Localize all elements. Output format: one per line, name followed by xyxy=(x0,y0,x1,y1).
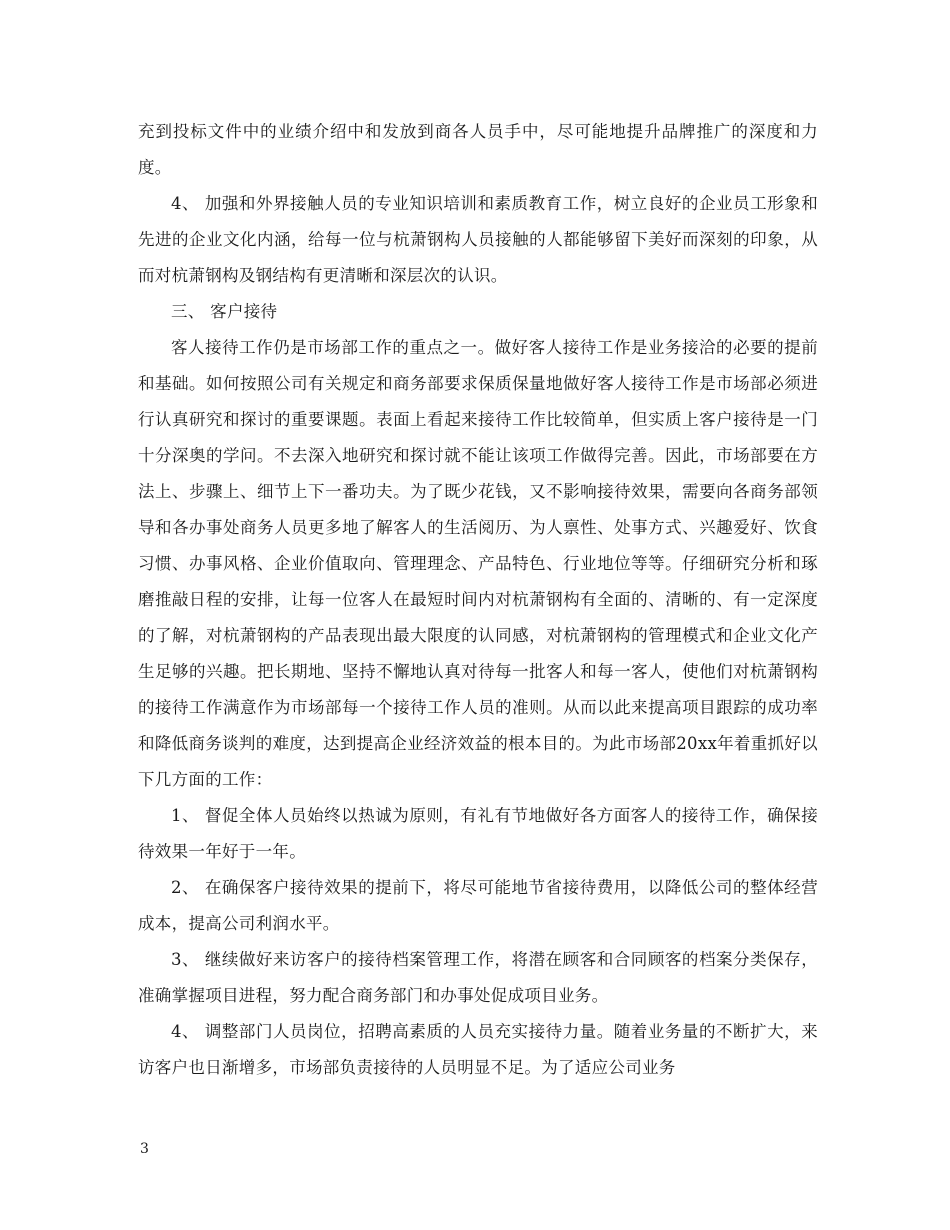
paragraph-item-2: 2、 在确保客户接待效果的提前下，将尽可能地节省接待费用，以降低公司的整体经营成本，提高公司利润水平。 xyxy=(138,878,818,933)
section-heading-customer-reception: 三、 客户接待 xyxy=(171,302,278,321)
paragraph-continuation: 充到投标文件中的业绩介绍中和发放到商各人员手中，尽可能地提升品牌推广的深度和力度。 xyxy=(138,122,818,177)
paragraph-item-4-training: 4、 加强和外界接触人员的专业知识培训和素质教育工作，树立良好的企业员工形象和先进的企业文化内涵，给每一位与杭萧钢构人员接触的人都能够留下美好而深刻的印象，从而对杭萧钢构及钢结构有更清晰和深层次的认识。 xyxy=(138,194,818,285)
paragraph-item-3: 3、 继续做好来访客户的接待档案管理工作，将潜在顾客和合同顾客的档案分类保存，准确掌握项目进程，努力配合商务部门和办事处促成项目业务。 xyxy=(138,950,818,1005)
paragraph-item-1: 1、 督促全体人员始终以热诚为原则，有礼有节地做好各方面客人的接待工作，确保接待效果一年好于一年。 xyxy=(138,806,818,861)
paragraph-reception-overview: 客人接待工作仍是市场部工作的重点之一。做好客人接待工作是业务接洽的必要的提前和基础。如何按照公司有关规定和商务部要求保质保量地做好客人接待工作是市场部必须进行认真研究和探讨的重要课题。表面上看起来接待工作比较简单，但实质上客户接待是一门十分深奥的学问。不去深入地研究和探讨就不能让该项工作做得完善。因此，市场部要在方法上、步骤上、细节上下一番功夫。为了既少花钱，又不影响接待效果，需要向各商务部领导和各办事处商务人员更多地了解客人的生活阅历、为人禀性、处事方式、兴趣爱好、饮食习惯、办事风格、企业价值取向、管理理念、产品特色、行业地位等等。仔细研究分析和琢磨推敲日程的安排，让每一位客人在最短时间内对杭萧钢构有全面的、清晰的、有一定深度的了解，对杭萧钢构的产品表现出最大限度的认同感，对杭萧钢构的管理模式和企业文化产生足够的兴趣。把长期地、坚持不懈地认真对待每一批客人和每一客人，使他们对杭萧钢构的接待工作满意作为市场部每一个接待工作人员的准则。从而以此来提高项目跟踪的成功率和降低商务谈判的难度，达到提高企业经济效益的根本目的。为此市场部20xx年着重抓好以下几方面的工作： xyxy=(138,338,818,789)
page-number: 3 xyxy=(140,1141,149,1157)
paragraph-item-4-staffing: 4、 调整部门人员岗位，招聘高素质的人员充实接待力量。随着业务量的不断扩大，来访客户也日渐增多，市场部负责接待的人员明显不足。为了适应公司业务 xyxy=(138,1022,818,1077)
body-text xyxy=(138,114,818,1086)
